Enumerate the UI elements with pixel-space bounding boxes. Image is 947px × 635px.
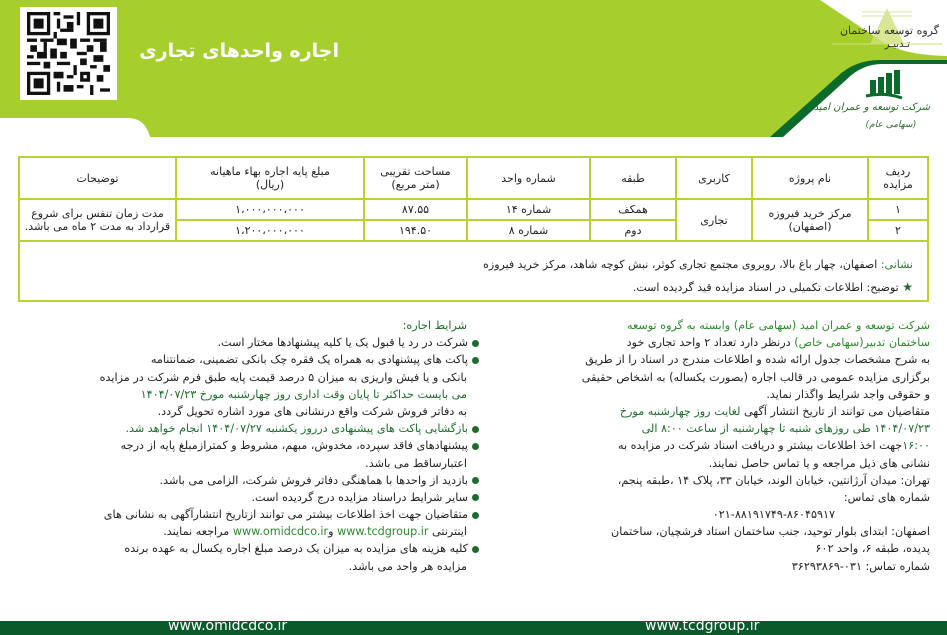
condition-item <box>17 437 479 454</box>
units-table-box <box>18 156 929 302</box>
intro-line: و حقوقی واجد شرایط واگذار نماید. <box>766 387 930 401</box>
omid-logo-text-2: (سهامی عام) <box>865 120 916 130</box>
condition-item <box>17 334 479 351</box>
omid-company-logo <box>813 68 940 140</box>
project-city: (اصفهان) <box>788 220 832 233</box>
header-text: مبلغ پایه اجاره بهاء ماهیانه <box>210 165 330 178</box>
cell-unit: شماره ۸ <box>467 220 590 241</box>
phones-label: شماره های تماس: <box>843 490 930 504</box>
condition-item: مزایده هر واحد می باشد. <box>348 559 467 573</box>
condition-item: بانکی و یا فیش واریزی به میزان ۵ درصد قیمت پایه طبق فرم شرکت در مزایده <box>99 370 467 384</box>
col-unit: شماره واحد <box>467 158 590 199</box>
intro-line: به شرح مشخصات جدول ارائه شده و اطلاعات مندرج در اسناد را از طریق <box>585 353 930 367</box>
bullet-icon <box>472 477 479 484</box>
col-project: نام پروژه <box>752 158 868 199</box>
bullet-icon <box>472 512 479 519</box>
cell-area: ۱۹۴.۵۰ <box>364 220 467 241</box>
desc-line: قرارداد به مدت ۲ ماه می باشد. <box>24 220 171 233</box>
schedule-text: متقاضیان می توانند از تاریخ انتشار آگهی <box>743 404 930 418</box>
condition-item: می بایست حداکثر تا پایان وقت اداری روز چهارشنبه مورخ ۱۴۰۴/۰۷/۲۳ <box>140 387 467 401</box>
cell-desc <box>20 199 176 241</box>
condition-item <box>17 351 479 368</box>
intro-line: شرکت توسعه و عمران امید (سهامی عام) وابسته به گروه توسعه <box>627 319 930 332</box>
cell-usage: تجاری <box>676 199 752 241</box>
cell-area: ۸۷.۵۵ <box>364 199 467 220</box>
condition-text: متقاضیان جهت اخذ اطلاعات بیشتر می توانند ازتاریخ انتشارآگهی به نشانی های <box>103 508 468 522</box>
condition-text: بازدید از واحدها با هماهنگی دفاتر فروش شرکت، الزامی می باشد. <box>159 473 468 487</box>
bullet-icon <box>472 494 479 501</box>
bullet-icon <box>472 546 479 553</box>
schedule-time: ۱۶:۰۰ <box>902 439 930 453</box>
desc-line: مدت زمان تنفس برای شروع <box>31 207 164 220</box>
header-text: ردیف <box>885 165 911 178</box>
condition-item: اعتبارساقط می باشد. <box>365 456 467 470</box>
cell-unit: شماره ۱۴ <box>467 199 590 220</box>
tadbir-logo-text-1: گروه توسعه ساختمان <box>839 24 939 37</box>
bullet-icon <box>472 443 479 450</box>
address-line <box>483 258 913 271</box>
intro-text: درنظر دارد تعداد ۲ واحد تجاری خود <box>626 336 791 350</box>
project-name: مرکز خرید فیروزه <box>768 207 852 220</box>
intro-line: برگزاری مزایده عمومی در قالب اجاره (بصورت یکساله) به اشخاص حقیقی <box>581 370 930 384</box>
units-table <box>20 158 927 242</box>
condition-item <box>17 472 479 489</box>
condition-text: مراجعه نمایند. <box>163 525 230 539</box>
col-desc: توضیحات <box>20 158 176 199</box>
bullet-icon <box>472 357 479 364</box>
cell-floor: دوم <box>590 220 676 241</box>
col-area <box>364 158 467 199</box>
cell-price: ۱،۰۰۰،۰۰۰،۰۰۰ <box>176 199 364 220</box>
header-text: مزایده <box>883 178 913 191</box>
condition-text: بازگشایی پاکت های پیشنهادی درروز یکشنبه ۱۴۰۴/۰۷/۲۷ انجام خواهد شد. <box>125 422 468 436</box>
tadbir-logo-text-2: تـدبیـر <box>884 39 910 50</box>
schedule-green-text: لغایت روز چهارشنبه مورخ <box>619 404 741 418</box>
schedule-line <box>480 403 930 420</box>
phones-number: ۰۲۱-۸۸۱۹۱۷۴۹-۸۶۰۴۵۹۱۷ <box>712 508 835 522</box>
footer-omidcdco-link[interactable]: www.omidcdco.ir <box>168 618 288 634</box>
note-line <box>633 280 913 294</box>
condition-item <box>17 489 479 506</box>
condition-item: به دفاتر فروش شرکت واقع درنشانی های مورد اشاره تحویل گردد. <box>157 404 467 418</box>
header-text: (متر مربع) <box>391 178 440 191</box>
table-row <box>20 199 927 220</box>
condition-text: کلیه هزینه های مزایده به میزان یک درصد مبلغ اجاره یکسال به عهده برنده <box>124 542 468 556</box>
star-icon: ★ <box>902 280 913 294</box>
qr-code[interactable] <box>20 7 117 100</box>
schedule-line <box>480 437 930 454</box>
condition-item <box>17 506 479 523</box>
omid-logo-icon <box>830 68 940 102</box>
omid-logo-text-1: شرکت توسعه و عمران امید <box>813 102 930 113</box>
bullet-icon <box>472 426 479 433</box>
col-price <box>176 158 364 199</box>
conditions-heading: شرایط اجاره: <box>402 319 467 332</box>
tcdgroup-link[interactable]: www.tcdgroup.ir <box>337 525 429 539</box>
bullet-icon <box>472 340 479 347</box>
cell-price: ۱،۲۰۰،۰۰۰،۰۰۰ <box>176 220 364 241</box>
condition-item <box>17 523 479 540</box>
condition-text: اینترنتی <box>432 525 467 539</box>
conditions-column <box>17 317 479 575</box>
cell-row-no: ۲ <box>868 220 927 241</box>
cell-row-no: ۱ <box>868 199 927 220</box>
qr-code-icon <box>26 12 111 95</box>
condition-item <box>17 420 479 437</box>
intro-line <box>480 334 930 351</box>
condition-text: و <box>328 525 334 539</box>
condition-text: پاکت های پیشنهادی به همراه یک فقره چک بانکی تضمینی، ضمانتنامه <box>150 353 468 367</box>
isfahan-address: پدیده، طبقه ۶، واحد ۶۰۲ <box>815 542 930 556</box>
isfahan-address: اصفهان: ابتدای بلوار توحید، جنب ساختمان استاد فرشچیان، ساختمان <box>611 525 930 539</box>
header-text: مساحت تقریبی <box>380 165 451 178</box>
banner-background <box>0 0 947 140</box>
header-banner <box>0 0 947 140</box>
schedule-text: جهت اخذ اطلاعات بیشتر و دریافت اسناد شرکت در مزایده به <box>617 439 903 453</box>
condition-text: پیشنهادهای فاقد سپرده، مخدوش، مبهم، مشروط و کمترازمبلغ پایه از درجه <box>120 439 468 453</box>
schedule-line: ۱۴۰۴/۰۷/۲۳ طی روزهای شنبه تا چهارشنبه از ساعت ۸:۰۰ الی <box>641 422 930 436</box>
condition-item <box>17 540 479 557</box>
isfahan-phone: شماره تماس: ۰۳۱-۳۶۲۹۳۸۶۹ <box>791 559 930 573</box>
cell-project <box>752 199 868 241</box>
cell-floor: همکف <box>590 199 676 220</box>
col-row-no <box>868 158 927 199</box>
intro-column <box>480 317 930 575</box>
address-text: اصفهان، چهار باغ بالا، روبروی مجتمع تجاری کوثر، نبش کوچه شاهد، مرکز خرید فیروزه <box>483 258 878 271</box>
tadbir-group-logo <box>832 6 942 50</box>
col-usage: کاربری <box>676 158 752 199</box>
footer-tcdgroup-link[interactable]: www.tcdgroup.ir <box>645 618 760 634</box>
header-text: (ریال) <box>255 178 285 191</box>
address-label: نشانی: <box>880 258 913 271</box>
note-text: توضیح: اطلاعات تکمیلی در اسناد مزایده قید گردیده است. <box>632 281 899 294</box>
page-title: اجاره واحدهای تجاری <box>139 40 339 62</box>
intro-green-text: ساختمان تدبیر(سهامی خاص) <box>794 336 930 350</box>
footer-bar <box>0 618 947 635</box>
table-header-row <box>20 158 927 199</box>
tehran-address: تهران: میدان آرژانتین، خیابان الوند، خیابان ۳۳، پلاک ۱۴ ،طبقه پنجم، <box>617 473 930 487</box>
condition-text: شرکت در رد یا قبول یک یا کلیه پیشنهادها مختار است. <box>217 336 468 350</box>
condition-text: سایر شرایط دراسناد مزایده درج گردیده است. <box>251 490 468 504</box>
col-floor: طبقه <box>590 158 676 199</box>
schedule-line: نشانی های ذیل مراجعه و یا تماس حاصل نمایند. <box>708 456 930 470</box>
omidcdco-link[interactable]: www.omidcdco.ir <box>232 525 329 539</box>
